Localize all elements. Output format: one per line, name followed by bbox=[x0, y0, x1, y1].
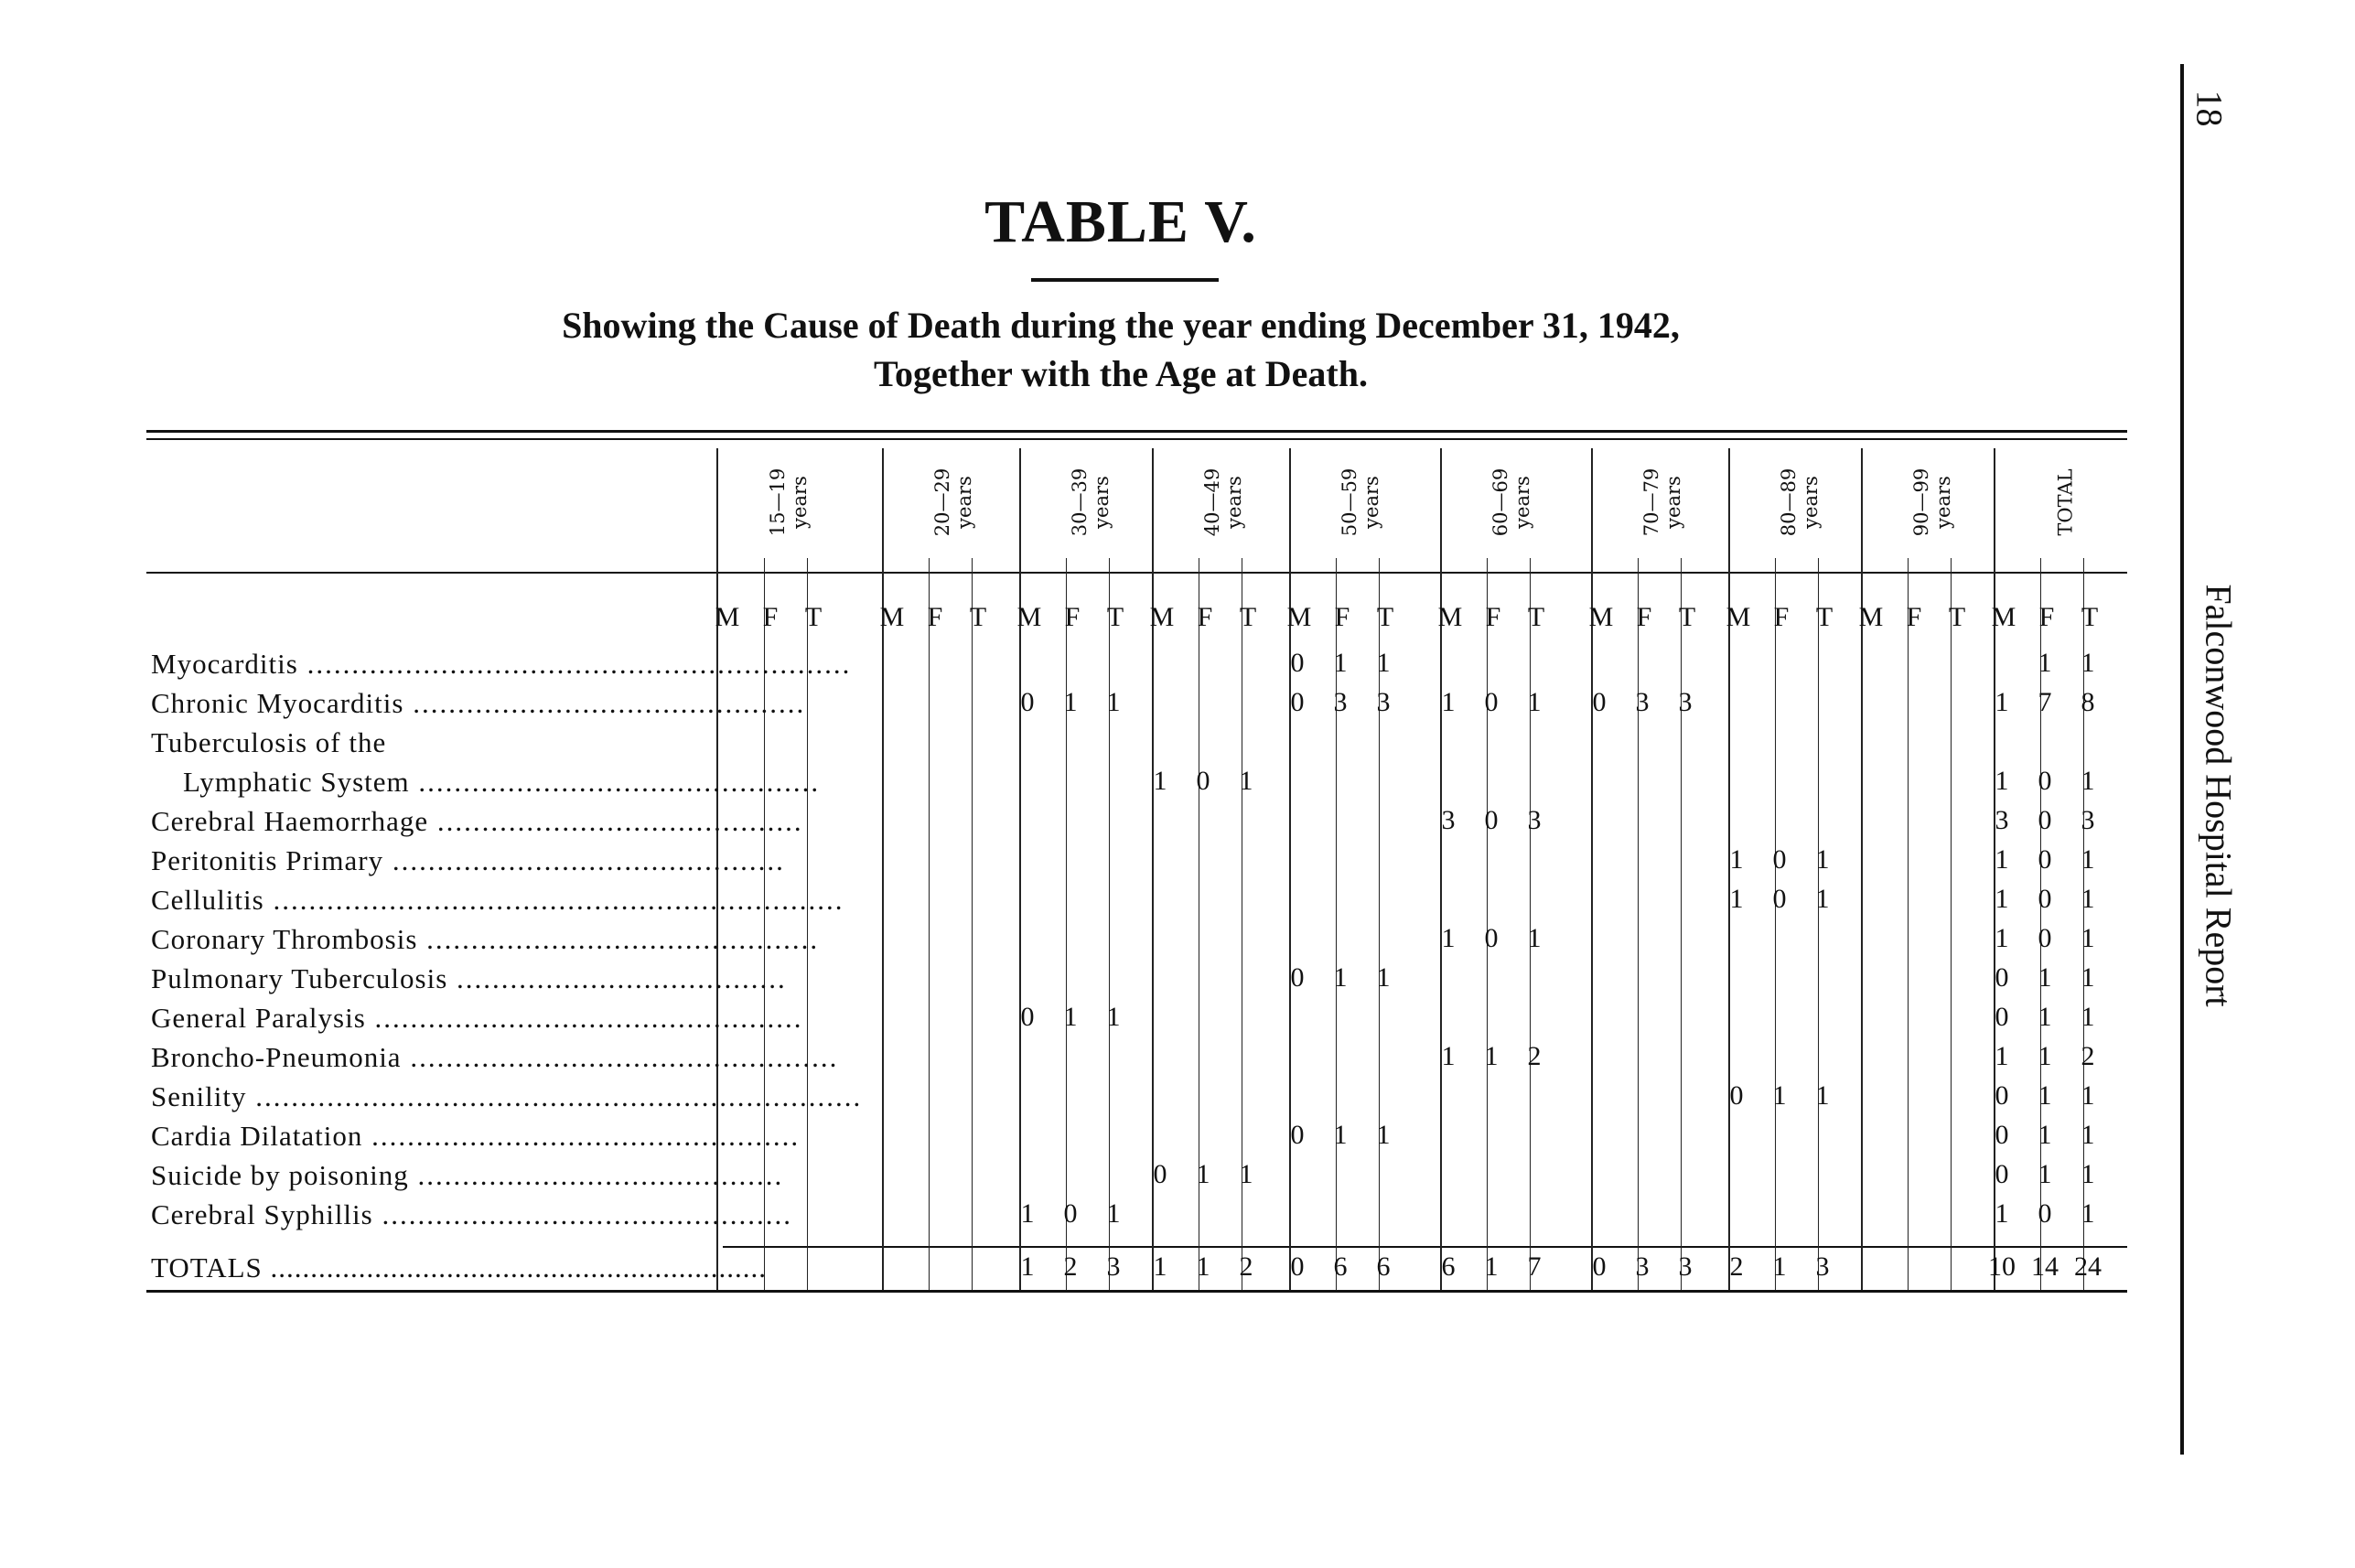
cause-text: Cellulitis bbox=[151, 884, 264, 916]
table-cell: 1 bbox=[1441, 1041, 1456, 1071]
totals-cell: 1 bbox=[1484, 1251, 1499, 1282]
table-cell: 3 bbox=[1527, 805, 1542, 835]
table-cell: 0 bbox=[1592, 687, 1607, 717]
group-divider bbox=[1019, 448, 1021, 1290]
table-cell: 0 bbox=[1020, 1002, 1035, 1032]
totals-cell: 3 bbox=[1815, 1251, 1830, 1282]
age-unit: years bbox=[1511, 476, 1534, 529]
age-group-label bbox=[1910, 468, 1954, 536]
sex-subheader: T bbox=[1239, 602, 1257, 632]
age-unit: years bbox=[1223, 476, 1246, 529]
table-cell: 0 bbox=[1484, 923, 1499, 953]
table-cell: 1 bbox=[1063, 687, 1078, 717]
table-cell: 7 bbox=[2038, 687, 2052, 717]
table-cell: 0 bbox=[1484, 687, 1499, 717]
cause-label bbox=[151, 648, 851, 681]
sex-subheader: F bbox=[1485, 602, 1501, 632]
table-cell: 1 bbox=[1020, 1198, 1035, 1229]
leader-dots: ................................................ bbox=[365, 1002, 803, 1034]
table-cell: 1 bbox=[2081, 1080, 2095, 1111]
age-group-label bbox=[1778, 468, 1822, 536]
side-running-title: Falconwood Hospital Report bbox=[2198, 584, 2240, 1007]
table-cell: 1 bbox=[1484, 1041, 1499, 1071]
table-cell: 1 bbox=[1729, 884, 1744, 914]
table-cell: 1 bbox=[2081, 1159, 2095, 1189]
age-group-label bbox=[1339, 468, 1382, 536]
group-divider bbox=[1289, 448, 1291, 1290]
sub-column-divider bbox=[972, 558, 973, 1290]
table-cell: 1 bbox=[2038, 962, 2052, 993]
leader-dots: .............................................. bbox=[372, 1198, 792, 1230]
cause-label bbox=[151, 962, 787, 995]
cause-label bbox=[151, 1198, 792, 1231]
age-group-header bbox=[1446, 448, 1578, 556]
leader-dots: ..................................... bbox=[447, 962, 787, 994]
leader-dots: ............................................. bbox=[409, 766, 821, 798]
sex-subheader: T bbox=[1376, 602, 1394, 632]
sub-column-divider bbox=[1818, 558, 1819, 1290]
totals-cell: 2 bbox=[1063, 1251, 1078, 1282]
table-cell: 0 bbox=[1063, 1198, 1078, 1229]
totals-cell: 2 bbox=[1239, 1251, 1253, 1282]
cause-text: Peritonitis Primary bbox=[151, 844, 384, 876]
leader-dots: ......................................... bbox=[408, 1159, 784, 1191]
table-cell: 1 bbox=[2081, 962, 2095, 993]
table-cell: 3 bbox=[1333, 687, 1348, 717]
age-group-header bbox=[1597, 448, 1729, 556]
totals-cell: 1 bbox=[1196, 1251, 1210, 1282]
side-rule bbox=[2180, 64, 2184, 1455]
leader-dots: ............................................ bbox=[417, 923, 820, 955]
table-cell: 1 bbox=[1995, 844, 2009, 875]
table-cell: 0 bbox=[1484, 805, 1499, 835]
leader-dots: .................................................................... bbox=[246, 1080, 863, 1112]
table-cell: 1 bbox=[2038, 1002, 2052, 1032]
cause-label bbox=[151, 1002, 803, 1035]
age-range: 80—89 bbox=[1778, 467, 1801, 537]
table-cell: 1 bbox=[2081, 923, 2095, 953]
table-cell: 1 bbox=[1527, 923, 1542, 953]
age-unit: years bbox=[1932, 476, 1955, 529]
age-unit: years bbox=[1662, 476, 1685, 529]
table-cell: 1 bbox=[2038, 1120, 2052, 1150]
totals-cell: 2 bbox=[1729, 1251, 1744, 1282]
table-cell: 3 bbox=[1635, 687, 1650, 717]
table-cell: 1 bbox=[1063, 1002, 1078, 1032]
age-range: TOTAL bbox=[2054, 468, 2077, 536]
cause-text: Cerebral Haemorrhage bbox=[151, 805, 429, 837]
cause-text: Coronary Thrombosis bbox=[151, 923, 418, 955]
totals-cell: 6 bbox=[1333, 1251, 1348, 1282]
table-cell: 1 bbox=[1106, 1002, 1121, 1032]
table-cell: 0 bbox=[1995, 1002, 2009, 1032]
sex-subheader: T bbox=[1106, 602, 1124, 632]
cause-text: Suicide by poisoning bbox=[151, 1159, 409, 1191]
sub-column-divider bbox=[1638, 558, 1639, 1290]
age-range: 60—69 bbox=[1489, 467, 1512, 537]
table-top-rule-2 bbox=[146, 438, 2127, 440]
cause-label bbox=[151, 1080, 862, 1113]
table-cell: 0 bbox=[1995, 962, 2009, 993]
table-cell: 1 bbox=[2038, 1041, 2052, 1071]
table-cell: 1 bbox=[1376, 648, 1391, 678]
table-cell: 2 bbox=[1527, 1041, 1542, 1071]
table-cell: 1 bbox=[2081, 844, 2095, 875]
table-cell: 1 bbox=[2038, 1159, 2052, 1189]
sex-subheader: T bbox=[1815, 602, 1833, 632]
totals-top-rule bbox=[723, 1246, 2127, 1248]
age-group-label bbox=[1201, 468, 1245, 536]
sex-subheader: M bbox=[1588, 602, 1614, 632]
table-cell: 1 bbox=[1441, 687, 1456, 717]
sex-subheader: F bbox=[1197, 602, 1213, 632]
totals-cell: 1 bbox=[1153, 1251, 1167, 1282]
age-group-header bbox=[1025, 448, 1157, 556]
cause-text: Pulmonary Tuberculosis bbox=[151, 962, 448, 994]
totals-cell: 6 bbox=[1441, 1251, 1456, 1282]
cause-text: Myocarditis bbox=[151, 648, 298, 680]
sex-subheader: M bbox=[879, 602, 905, 632]
age-range: 50—59 bbox=[1339, 467, 1361, 537]
age-unit: years bbox=[953, 476, 976, 529]
subtitle-line-2: Together with the Age at Death. bbox=[874, 353, 1368, 394]
sex-subheader: T bbox=[1527, 602, 1545, 632]
sex-subheader: F bbox=[927, 602, 943, 632]
table-cell: 1 bbox=[1239, 1159, 1253, 1189]
table-cell: 3 bbox=[2081, 805, 2095, 835]
group-divider bbox=[1440, 448, 1442, 1290]
table-cell: 0 bbox=[1995, 1159, 2009, 1189]
table-cell: 1 bbox=[1772, 1080, 1787, 1111]
table-cell: 1 bbox=[1376, 962, 1391, 993]
totals-cell: 1 bbox=[1772, 1251, 1787, 1282]
age-group-label bbox=[931, 468, 975, 536]
table-cell: 0 bbox=[2038, 884, 2052, 914]
sex-subheader: F bbox=[1906, 602, 1922, 632]
sex-subheader: F bbox=[1064, 602, 1081, 632]
leader-dots: ............................................ bbox=[383, 844, 785, 876]
table-cell: 1 bbox=[1815, 1080, 1830, 1111]
table-cell: 0 bbox=[2038, 1198, 2052, 1229]
sex-subheader: M bbox=[1437, 602, 1463, 632]
cause-text: Chronic Myocarditis bbox=[151, 687, 404, 719]
table-cell: 1 bbox=[1995, 923, 2009, 953]
age-group-header bbox=[1157, 448, 1290, 556]
sub-column-divider bbox=[1951, 558, 1952, 1290]
totals-cell: 3 bbox=[1678, 1251, 1693, 1282]
sex-subheader: F bbox=[1334, 602, 1350, 632]
table-cell: 1 bbox=[2038, 648, 2052, 678]
leader-dots: ................................................ bbox=[362, 1120, 801, 1152]
table-cell: 1 bbox=[1333, 648, 1348, 678]
cause-label bbox=[151, 844, 785, 877]
table-cell: 1 bbox=[1196, 1159, 1210, 1189]
table-cell: 0 bbox=[2038, 923, 2052, 953]
table-cell: 0 bbox=[1290, 1120, 1305, 1150]
cause-label bbox=[151, 1041, 838, 1074]
age-group-header bbox=[1734, 448, 1866, 556]
age-group-header bbox=[1999, 448, 2132, 556]
table-bottom-rule bbox=[146, 1290, 2127, 1293]
table-cell: 1 bbox=[2081, 1198, 2095, 1229]
leader-dots: ................................................ bbox=[401, 1041, 839, 1073]
table-cell: 0 bbox=[1772, 844, 1787, 875]
sex-subheader: M bbox=[1726, 602, 1751, 632]
table-cell: 1 bbox=[1106, 1198, 1121, 1229]
table-cell: 1 bbox=[2081, 766, 2095, 796]
cause-text: Cardia Dilatation bbox=[151, 1120, 363, 1152]
totals-cell: 24 bbox=[2074, 1251, 2102, 1282]
table-cell: 1 bbox=[1153, 766, 1167, 796]
table-cell: 0 bbox=[2038, 766, 2052, 796]
group-divider bbox=[882, 448, 884, 1290]
table-cell: 1 bbox=[1333, 962, 1348, 993]
age-group-header bbox=[1295, 448, 1427, 556]
totals-cell: 3 bbox=[1635, 1251, 1650, 1282]
table-cell: 0 bbox=[2038, 805, 2052, 835]
totals-cell: 0 bbox=[1592, 1251, 1607, 1282]
table-cell: 0 bbox=[1290, 962, 1305, 993]
table-cell: 1 bbox=[1995, 1041, 2009, 1071]
sex-subheader: M bbox=[1016, 602, 1042, 632]
table-cell: 1 bbox=[2081, 1002, 2095, 1032]
sex-subheader: F bbox=[1636, 602, 1652, 632]
sex-subheader: M bbox=[1149, 602, 1175, 632]
age-group-label bbox=[767, 468, 811, 536]
sex-subheader: M bbox=[1991, 602, 2016, 632]
sex-subheader: T bbox=[1678, 602, 1696, 632]
cause-label bbox=[151, 805, 803, 838]
age-range: 90—99 bbox=[1910, 467, 1933, 537]
cause-text: Senility bbox=[151, 1080, 247, 1112]
sex-subheader: T bbox=[1948, 602, 1966, 632]
totals-cell: 3 bbox=[1106, 1251, 1121, 1282]
table-cell: 3 bbox=[1678, 687, 1693, 717]
cause-text: Broncho-Pneumonia bbox=[151, 1041, 402, 1073]
table-cell: 0 bbox=[1729, 1080, 1744, 1111]
cause-text: Cerebral Syphillis bbox=[151, 1198, 373, 1230]
sex-subheader: T bbox=[969, 602, 987, 632]
age-group-header bbox=[1866, 448, 1999, 556]
table-cell: 1 bbox=[1815, 844, 1830, 875]
table-cell: 1 bbox=[1376, 1120, 1391, 1150]
sex-subheader: F bbox=[2038, 602, 2055, 632]
cause-label bbox=[183, 766, 820, 799]
page-number: 18 bbox=[2188, 90, 2231, 127]
table-cell: 8 bbox=[2081, 687, 2095, 717]
totals-cell: 10 bbox=[1988, 1251, 2016, 1282]
cause-label bbox=[151, 1120, 800, 1153]
table-cell: 1 bbox=[1995, 766, 2009, 796]
totals-cell: 7 bbox=[1527, 1251, 1542, 1282]
table-cell: 0 bbox=[1290, 648, 1305, 678]
title-underline bbox=[1031, 278, 1219, 282]
age-unit: years bbox=[1800, 476, 1823, 529]
table-cell: 3 bbox=[1995, 805, 2009, 835]
table-cell: 1 bbox=[1106, 687, 1121, 717]
table-cell: 1 bbox=[1995, 884, 2009, 914]
sex-subheader: T bbox=[2081, 602, 2099, 632]
cause-label bbox=[151, 923, 819, 956]
table-cell: 0 bbox=[1772, 884, 1787, 914]
totals-cell: 14 bbox=[2031, 1251, 2059, 1282]
table-cell: 0 bbox=[1995, 1120, 2009, 1150]
sex-subheader: F bbox=[762, 602, 779, 632]
group-divider bbox=[1861, 448, 1863, 1290]
sub-column-divider bbox=[1681, 558, 1682, 1290]
age-group-header bbox=[723, 448, 855, 556]
sub-column-divider bbox=[929, 558, 930, 1290]
table-cell: 1 bbox=[2081, 648, 2095, 678]
age-unit: years bbox=[1091, 476, 1113, 529]
table-cell: 1 bbox=[1995, 687, 2009, 717]
age-unit: years bbox=[1360, 476, 1383, 529]
age-range: 15—19 bbox=[767, 467, 790, 537]
page-title: TABLE V. bbox=[984, 188, 1257, 255]
table-cell: 1 bbox=[1239, 766, 1253, 796]
table-cell: 0 bbox=[2038, 844, 2052, 875]
cause-text: Lymphatic System bbox=[183, 766, 410, 798]
cause-label bbox=[151, 884, 844, 917]
sex-subheader: T bbox=[804, 602, 823, 632]
cause-label bbox=[151, 1159, 783, 1192]
table-cell: 0 bbox=[1290, 687, 1305, 717]
table-cell: 0 bbox=[1995, 1080, 2009, 1111]
cause-text: General Paralysis bbox=[151, 1002, 366, 1034]
table-cell: 3 bbox=[1441, 805, 1456, 835]
sex-subheader: M bbox=[1858, 602, 1884, 632]
sex-subheader: M bbox=[715, 602, 740, 632]
cause-text: Tuberculosis of the bbox=[151, 726, 387, 758]
age-group-label bbox=[1069, 468, 1113, 536]
leader-dots: ............................................................. bbox=[297, 648, 852, 680]
totals-cell: 0 bbox=[1290, 1251, 1305, 1282]
cause-label bbox=[151, 726, 386, 759]
sub-column-divider bbox=[1066, 558, 1067, 1290]
age-range: 30—39 bbox=[1069, 467, 1091, 537]
table-cell: 1 bbox=[2081, 884, 2095, 914]
age-range: 20—29 bbox=[931, 467, 954, 537]
age-range: 70—79 bbox=[1640, 467, 1663, 537]
leader-dots: ............................................ bbox=[403, 687, 806, 719]
table-cell: 3 bbox=[1376, 687, 1391, 717]
sub-column-divider bbox=[1908, 558, 1909, 1290]
table-cell: 1 bbox=[1333, 1120, 1348, 1150]
leader-dots: ................................................................ bbox=[263, 884, 844, 916]
table-cell: 1 bbox=[2038, 1080, 2052, 1111]
table-cell: 1 bbox=[1441, 923, 1456, 953]
group-divider bbox=[1591, 448, 1593, 1290]
table-cell: 2 bbox=[2081, 1041, 2095, 1071]
sex-subheader: M bbox=[1286, 602, 1312, 632]
cause-label bbox=[151, 687, 805, 720]
leader-dots: ......................................... bbox=[428, 805, 803, 837]
header-bottom-rule bbox=[146, 572, 2127, 574]
table-cell: 0 bbox=[1020, 687, 1035, 717]
table-cell: 0 bbox=[1196, 766, 1210, 796]
totals-cell: 6 bbox=[1376, 1251, 1391, 1282]
age-unit: years bbox=[789, 476, 812, 529]
age-group-label bbox=[1640, 468, 1684, 536]
age-group-label bbox=[2054, 468, 2076, 535]
table-cell: 1 bbox=[1729, 844, 1744, 875]
age-group-label bbox=[1489, 468, 1533, 536]
table-cell: 1 bbox=[1527, 687, 1542, 717]
age-range: 40—49 bbox=[1201, 467, 1224, 537]
totals-cell: 1 bbox=[1020, 1251, 1035, 1282]
table-cell: 1 bbox=[2081, 1120, 2095, 1150]
totals-label: TOTALS .............................................................. bbox=[151, 1251, 768, 1283]
sex-subheader: F bbox=[1773, 602, 1790, 632]
table-cell: 1 bbox=[1815, 884, 1830, 914]
table-cell: 1 bbox=[1995, 1198, 2009, 1229]
sub-column-divider bbox=[1109, 558, 1110, 1290]
table-top-rule bbox=[146, 430, 2127, 433]
subtitle-line-1: Showing the Cause of Death during the year ending December 31, 1942, bbox=[562, 305, 1680, 346]
table-cell: 0 bbox=[1153, 1159, 1167, 1189]
age-group-header bbox=[887, 448, 1020, 556]
sub-column-divider bbox=[1775, 558, 1776, 1290]
